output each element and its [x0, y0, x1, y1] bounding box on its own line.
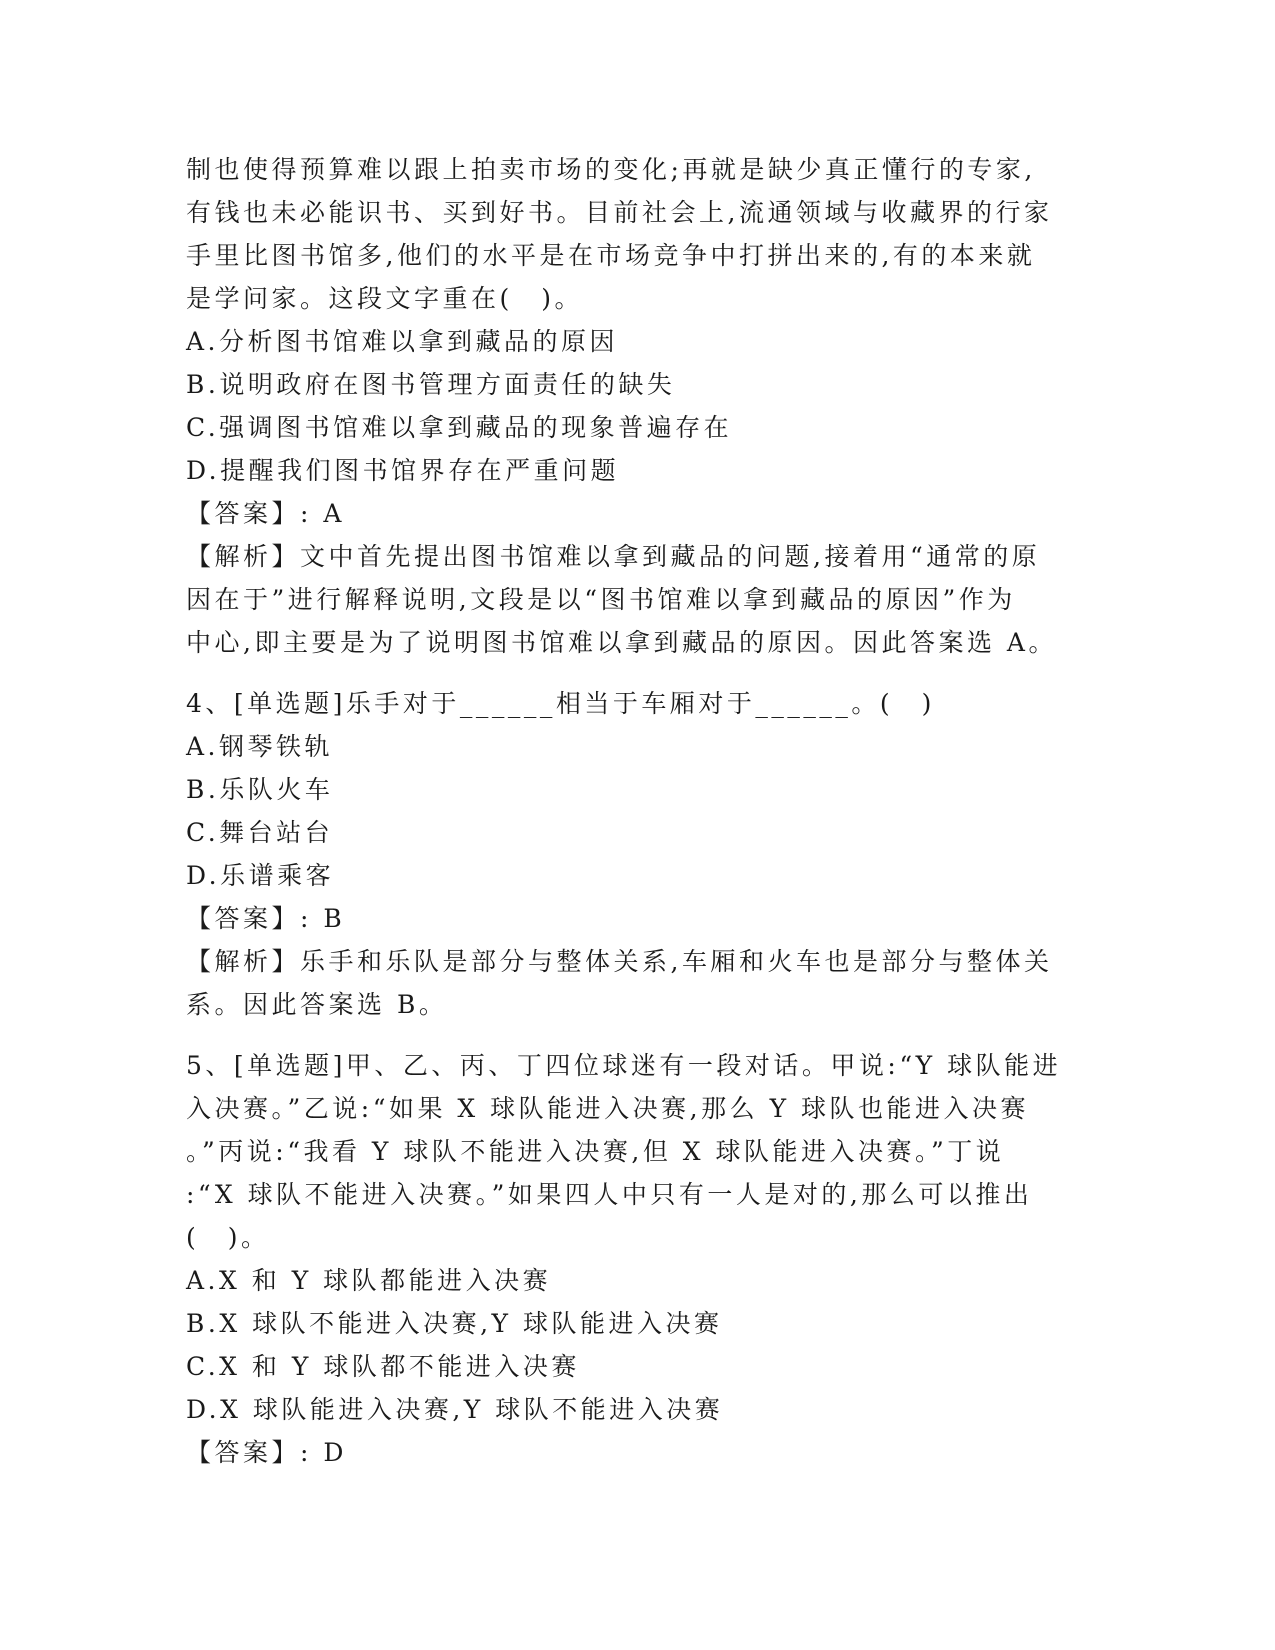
spacer: [186, 664, 1086, 682]
option-a: A.X 和 Y 球队都能进入决赛: [186, 1266, 552, 1295]
answer-line: 【答案】: B: [186, 904, 346, 933]
option-c: C.X 和 Y 球队都不能进入决赛: [186, 1352, 580, 1381]
option-d: D.乐谱乘客: [186, 861, 335, 890]
question-5-block: [186, 1044, 1086, 1474]
option-d: D.X 球队能进入决赛,Y 球队不能进入决赛: [186, 1395, 724, 1424]
spacer: [186, 1026, 1086, 1044]
option-b: B.乐队火车: [186, 775, 334, 804]
analysis-line: 中心,即主要是为了说明图书馆难以拿到藏品的原因。因此答案选 A。: [186, 628, 1057, 657]
option-b: B.X 球队不能进入决赛,Y 球队能进入决赛: [186, 1309, 723, 1338]
option-b: B.说明政府在图书管理方面责任的缺失: [186, 370, 676, 399]
question-3-block: [186, 148, 1086, 664]
question-stem-line: 。”丙说:“我看 Y 球队不能进入决赛,但 X 球队能进入决赛。”丁说: [186, 1137, 1005, 1166]
question-stem-line: 入决赛。”乙说:“如果 X 球队能进入决赛,那么 Y 球队也能进入决赛: [186, 1094, 1030, 1123]
question-stem-line: 是学问家。这段文字重在( )。: [186, 284, 584, 313]
analysis-line: 系。因此答案选 B。: [186, 990, 448, 1019]
question-stem-line: 4、[单选题]乐手对于______相当于车厢对于______。( ): [186, 689, 935, 718]
question-stem-line: 手里比图书馆多,他们的水平是在市场竞争中打拼出来的,有的本来就: [186, 241, 1036, 270]
question-4-block: [186, 682, 1086, 1026]
question-stem-line: :“X 球队不能进入决赛。”如果四人中只有一人是对的,那么可以推出: [186, 1180, 1033, 1209]
analysis-line: 因在于”进行解释说明,文段是以“图书馆难以拿到藏品的原因”作为: [186, 585, 1016, 614]
option-a: A.分析图书馆难以拿到藏品的原因: [186, 327, 619, 356]
answer-line: 【答案】: D: [186, 1438, 347, 1467]
analysis-line: 【解析】文中首先提出图书馆难以拿到藏品的问题,接着用“通常的原: [186, 542, 1041, 571]
document-page: [186, 148, 1086, 1474]
option-c: C.强调图书馆难以拿到藏品的现象普遍存在: [186, 413, 733, 442]
question-stem-line: 5、[单选题]甲、乙、丙、丁四位球迷有一段对话。甲说:“Y 球队能进: [186, 1051, 1062, 1080]
question-stem-line: 制也使得预算难以跟上拍卖市场的变化;再就是缺少真正懂行的专家,: [186, 155, 1036, 184]
question-stem-line: 有钱也未必能识书、买到好书。目前社会上,流通领域与收藏界的行家: [186, 198, 1053, 227]
analysis-line: 【解析】乐手和乐队是部分与整体关系,车厢和火车也是部分与整体关: [186, 947, 1053, 976]
question-stem-line: ( )。: [186, 1223, 270, 1252]
option-a: A.钢琴铁轨: [186, 732, 334, 761]
option-c: C.舞台站台: [186, 818, 334, 847]
answer-line: 【答案】: A: [186, 499, 345, 528]
option-d: D.提醒我们图书馆界存在严重问题: [186, 456, 620, 485]
